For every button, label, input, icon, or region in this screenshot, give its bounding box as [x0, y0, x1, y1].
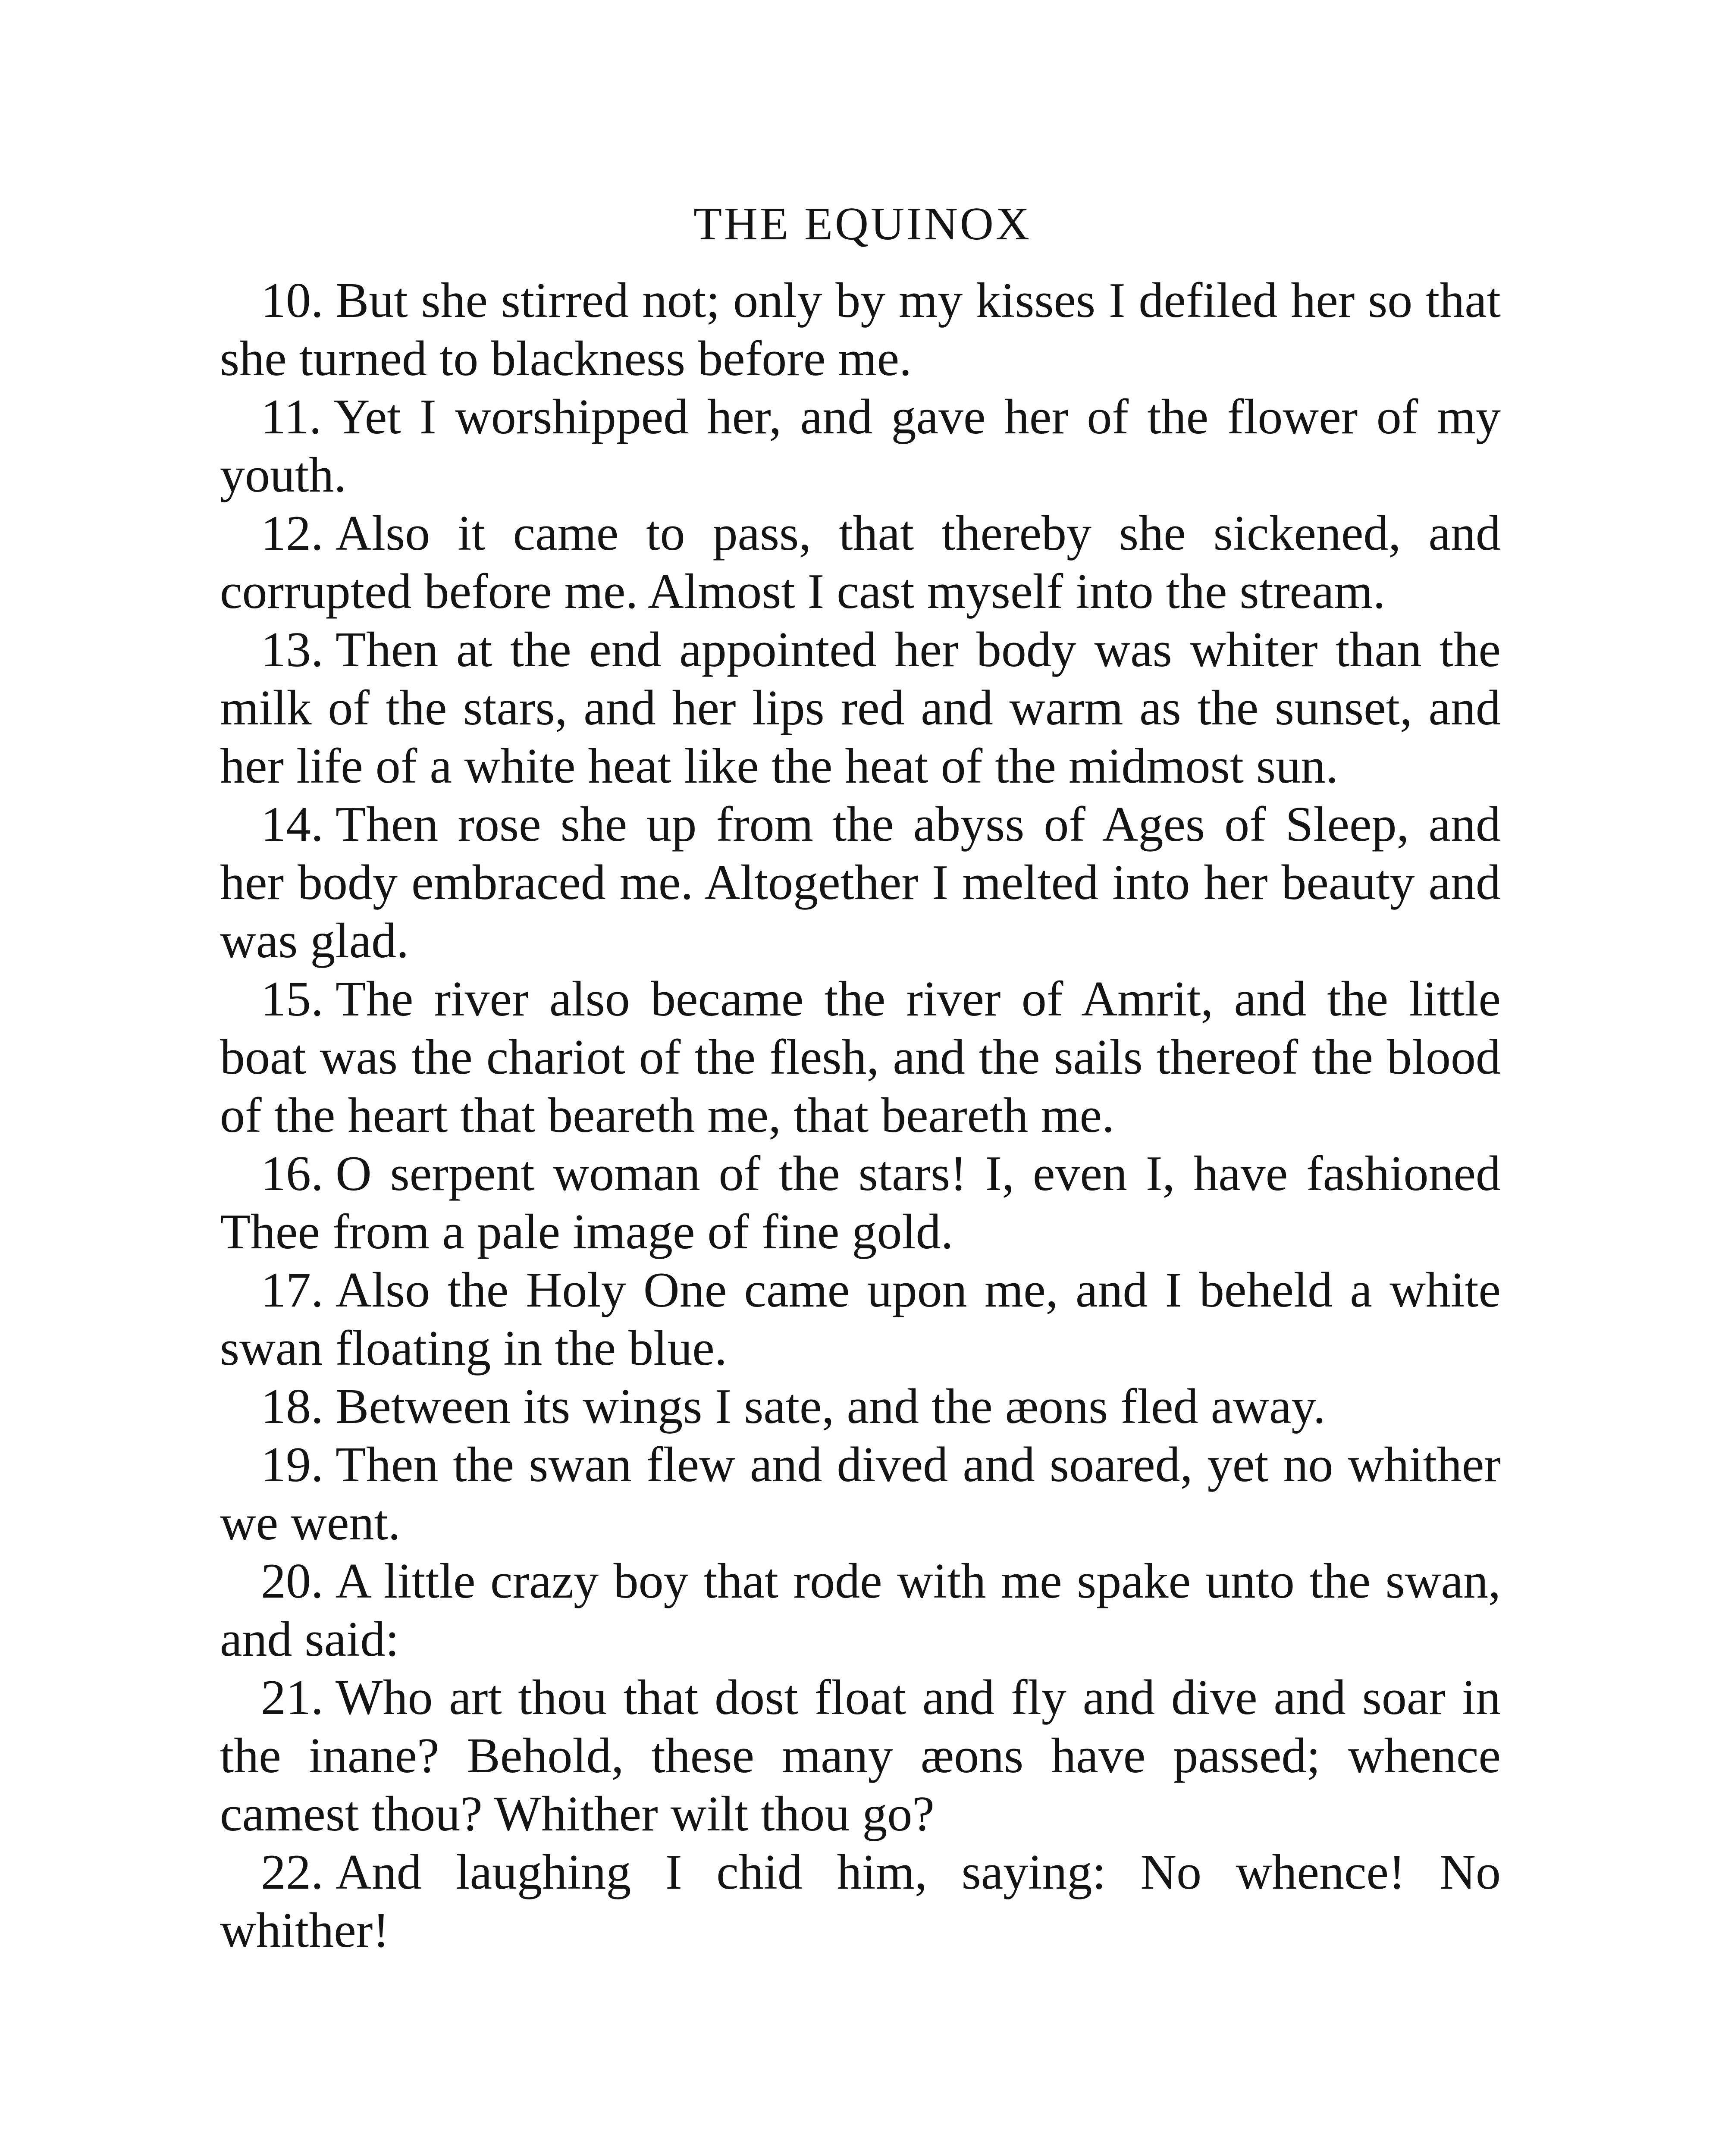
verse-20: [220, 1552, 1501, 1669]
verse-text: The river also became the river of Amrit, and the little boat was the chariot of the flesh, and the sails thereof the blood of the heart that beareth me, that beareth me.: [220, 971, 1501, 1143]
verse-12: [220, 505, 1501, 621]
verse-text: Also the Holy One came upon me, and I beheld a white swan floating in the blue.: [220, 1263, 1501, 1376]
verse-22: [220, 1843, 1501, 1960]
verse-text: Then at the end appointed her body was whiter than the milk of the stars, and her lips red and warm as the sunset, and her life of a white heat like the heat of the midmost sun.: [220, 622, 1501, 794]
verse-15: [220, 970, 1501, 1145]
verse-text: Who art thou that dost float and fly and dive and soar in the inane? Behold, these many æons have passed; whence camest thou? Whither wilt thou go?: [220, 1670, 1501, 1842]
verse-number: 12.: [261, 506, 323, 561]
verse-text: And laughing I chid him, saying: No whence! No whither!: [220, 1845, 1501, 1958]
verse-number: 21.: [261, 1670, 323, 1725]
verse-18: [220, 1378, 1501, 1436]
verse-number: 15.: [261, 971, 323, 1027]
running-title: THE EQUINOX: [693, 198, 1032, 250]
verse-number: 20.: [261, 1554, 323, 1609]
verse-number: 17.: [261, 1263, 323, 1318]
verse-number: 16.: [261, 1146, 323, 1201]
verse-number: 11.: [261, 389, 322, 445]
verse-text: But she stirred not; only by my kisses I defiled her so that she turned to blackness before me.: [220, 273, 1501, 386]
verse-text: A little crazy boy that rode with me spake unto the swan, and said:: [220, 1554, 1501, 1667]
verse-number: 14.: [261, 797, 323, 852]
verse-text: Yet I worshipped her, and gave her of the flower of my youth.: [220, 389, 1501, 503]
verse-19: [220, 1436, 1501, 1552]
verse-text: Then the swan flew and dived and soared, yet no whither we went.: [220, 1437, 1501, 1551]
verse-10: [220, 272, 1501, 388]
verse-text: Between its wings I sate, and the æons fled away.: [336, 1379, 1326, 1434]
verse-number: 22.: [261, 1845, 323, 1900]
verse-text: Also it came to pass, that thereby she sickened, and corrupted before me. Almost I cast myself into the stream.: [220, 506, 1501, 619]
verse-number: 10.: [261, 273, 323, 328]
verse-number: 19.: [261, 1437, 323, 1492]
verse-14: [220, 796, 1501, 970]
verse-text: O serpent woman of the stars! I, even I, have fashioned Thee from a pale image of fine gold.: [220, 1146, 1501, 1260]
verse-11: [220, 388, 1501, 505]
verse-number: 18.: [261, 1379, 323, 1434]
verse-text: Then rose she up from the abyss of Ages of Sleep, and her body embraced me. Altogether I melted into her beauty and was glad.: [220, 797, 1501, 968]
verse-21: [220, 1669, 1501, 1843]
verse-17: [220, 1261, 1501, 1378]
verse-list: [220, 272, 1501, 1960]
verse-number: 13.: [261, 622, 323, 677]
verse-13: [220, 621, 1501, 796]
verse-16: [220, 1145, 1501, 1261]
